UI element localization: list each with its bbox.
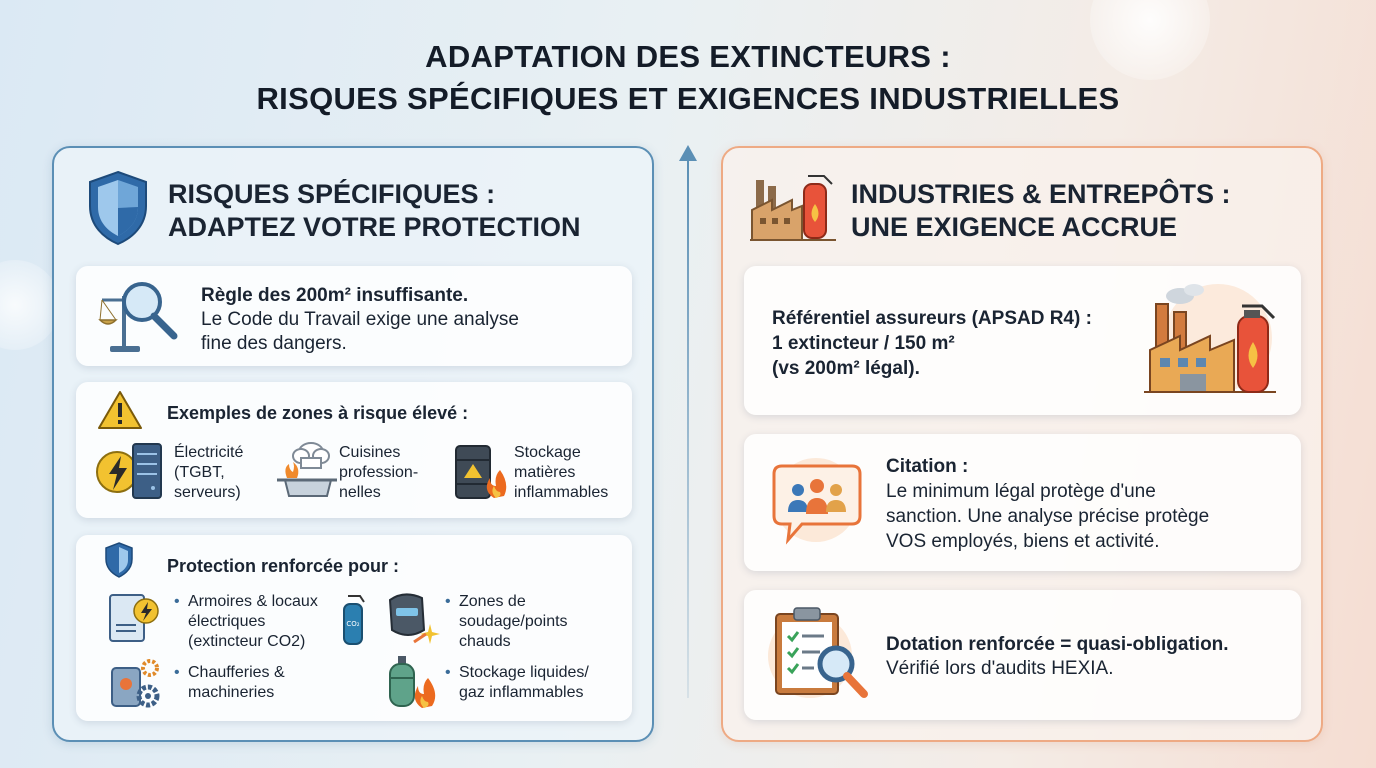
factory-extinguisher-icon xyxy=(750,170,836,247)
background-glow xyxy=(0,260,60,350)
warning-icon xyxy=(97,390,143,435)
industries-heading-line-1: INDUSTRIES & ENTREPÔTS : xyxy=(851,179,1231,209)
risks-heading-line-1: RISQUES SPÉCIFIQUES : xyxy=(168,179,496,209)
protection-title: Protection renforcée pour : xyxy=(167,556,400,576)
co2-extinguisher-icon xyxy=(338,592,368,653)
kitchen-chef-icon xyxy=(273,440,337,507)
citation-line-1: Le minimum légal protège d'une xyxy=(886,481,1156,502)
dotation-line-1: Dotation renforcée = quasi-obligation. xyxy=(886,634,1229,655)
svg-text:CO₂: CO₂ xyxy=(346,620,360,628)
bullet: • xyxy=(174,664,180,681)
citation-line-3: VOS employés, biens et activité. xyxy=(886,531,1160,552)
factory-extinguisher-large-icon xyxy=(1140,280,1280,403)
referentiel-line-1: Référentiel assureurs (APSAD R4) : xyxy=(772,308,1092,329)
zones-title: Exemples de zones à risque élevé : xyxy=(167,403,469,423)
rule-line-1: Le Code du Travail exige une analyse xyxy=(201,309,519,330)
shield-small-icon xyxy=(104,542,134,583)
up-arrow-icon xyxy=(679,145,697,161)
zone-item-kitchen: Cuisines profession- nelles xyxy=(339,444,419,501)
dotation-line-2: Vérifié lors d'audits HEXIA. xyxy=(886,658,1114,679)
risks-heading-line-2: ADAPTEZ VOTRE PROTECTION xyxy=(168,212,581,242)
protection-item-boilers: Chaufferies & machineries xyxy=(188,664,285,701)
title-line-2: RISQUES SPÉCIFIQUES ET EXIGENCES INDUSTRIELLES xyxy=(256,81,1120,116)
citation-line-2: sanction. Une analyse précise protège xyxy=(886,506,1210,527)
referentiel-line-3: (vs 200m² légal). xyxy=(772,358,920,379)
gas-cylinder-fire-icon xyxy=(384,654,438,715)
referentiel-line-2: 1 extincteur / 150 m² xyxy=(772,333,955,354)
zone-item-storage: Stockage matières inflammables xyxy=(514,444,609,501)
bullet: • xyxy=(445,593,451,610)
bullet: • xyxy=(445,664,451,681)
page-title xyxy=(0,36,1376,120)
zone-item-electricity: Électricité (TGBT, serveurs) xyxy=(174,444,244,501)
industries-heading xyxy=(851,178,1231,244)
center-divider xyxy=(687,158,689,698)
checklist-magnifier-icon xyxy=(764,604,870,707)
balance-magnifier-icon xyxy=(96,276,182,361)
protection-item-cabinets: Armoires & locaux électriques (extincteur CO2) xyxy=(188,593,318,650)
rule-title: Règle des 200m² insuffisante. xyxy=(201,285,469,306)
speech-bubble-people-icon xyxy=(766,456,866,553)
flammable-barrel-icon xyxy=(452,440,510,507)
bullet: • xyxy=(174,593,180,610)
shield-icon xyxy=(86,170,150,251)
citation-title: Citation : xyxy=(886,456,969,477)
risks-heading xyxy=(168,178,581,244)
title-line-1: ADAPTATION DES EXTINCTEURS : xyxy=(425,39,951,74)
industries-heading-line-2: UNE EXIGENCE ACCRUE xyxy=(851,212,1178,242)
electricity-server-icon xyxy=(95,440,165,507)
electrical-cabinet-co2-icon xyxy=(106,593,166,650)
boiler-gear-icon xyxy=(106,656,162,715)
protection-item-gas: Stockage liquides/ gaz inflammables xyxy=(459,664,589,701)
rule-line-2: fine des dangers. xyxy=(201,333,347,354)
protection-item-welding: Zones de soudage/points chauds xyxy=(459,593,568,650)
welding-mask-icon xyxy=(384,590,440,651)
